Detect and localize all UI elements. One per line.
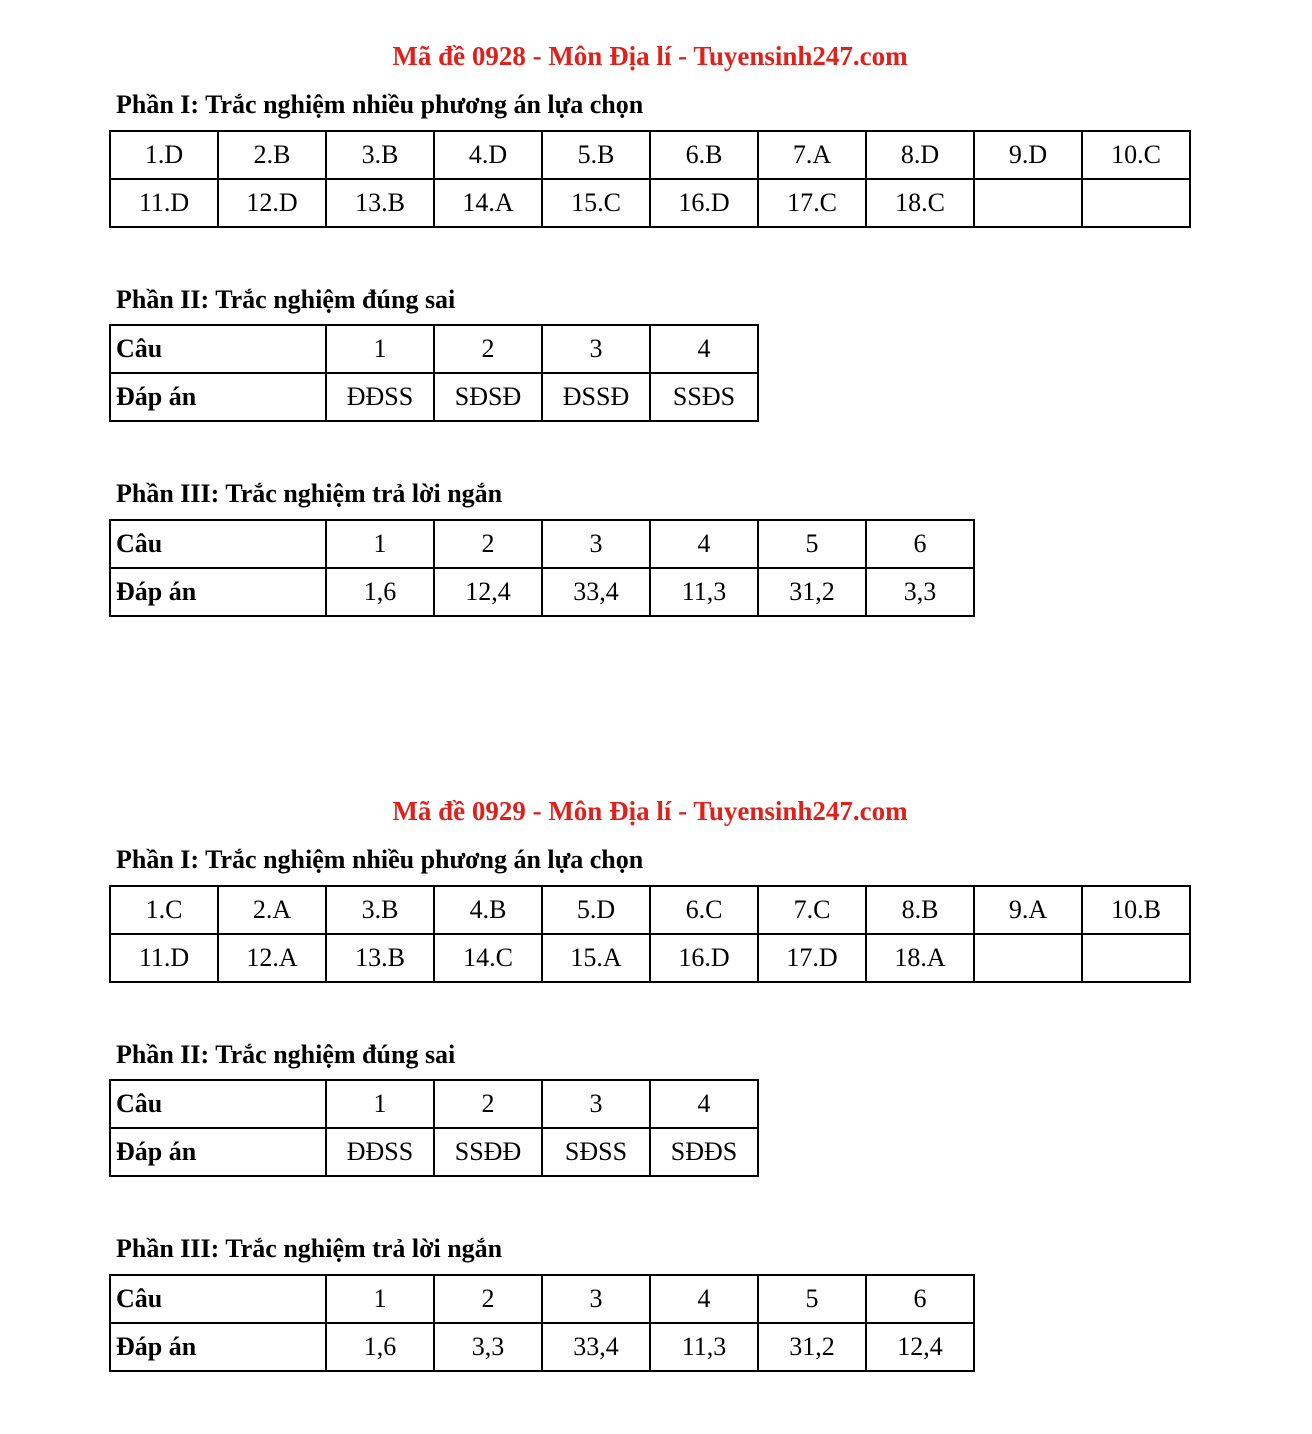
- question-number: 3: [542, 325, 650, 373]
- answer-cell: 8.D: [866, 131, 974, 179]
- exam-title: Mã đề 0928 - Môn Địa lí - Tuyensinh247.com: [392, 41, 908, 71]
- answer-cell: 18.A: [866, 934, 974, 982]
- question-number: 6: [866, 520, 974, 568]
- question-number: 3: [542, 1080, 650, 1128]
- answer-cell: 11.D: [110, 934, 218, 982]
- part2-heading: Phần II: Trắc nghiệm đúng sai: [116, 285, 456, 314]
- answer-cell: [1082, 179, 1190, 227]
- answer-cell: 17.C: [758, 179, 866, 227]
- question-number: 3: [542, 520, 650, 568]
- row-label-answer: Đáp án: [110, 373, 326, 421]
- question-number: 1: [326, 520, 434, 568]
- table-row: [110, 325, 758, 373]
- answer-cell: 1.D: [110, 131, 218, 179]
- answer-cell: 17.D: [758, 934, 866, 982]
- answer-cell: 12.A: [218, 934, 326, 982]
- part2-answer-table: [109, 324, 759, 422]
- part2-heading: Phần II: Trắc nghiệm đúng sai: [116, 1040, 456, 1069]
- answer-cell: ĐĐSS: [326, 373, 434, 421]
- answer-cell: 12,4: [866, 1323, 974, 1371]
- answer-cell: 1.C: [110, 886, 218, 934]
- answer-cell: 12.D: [218, 179, 326, 227]
- question-number: 4: [650, 520, 758, 568]
- answer-cell: 4.D: [434, 131, 542, 179]
- question-number: 2: [434, 520, 542, 568]
- table-row: [110, 886, 1190, 934]
- question-number: 2: [434, 325, 542, 373]
- part3-heading: Phần III: Trắc nghiệm trả lời ngắn: [116, 479, 503, 508]
- answer-cell: [1082, 934, 1190, 982]
- question-number: 4: [650, 325, 758, 373]
- row-label-question: Câu: [110, 1275, 326, 1323]
- question-number: 5: [758, 1275, 866, 1323]
- question-number: 1: [326, 1080, 434, 1128]
- table-row: [110, 520, 974, 568]
- answer-cell: 1,6: [326, 568, 434, 616]
- question-number: 2: [434, 1275, 542, 1323]
- table-row: [110, 179, 1190, 227]
- answer-cell: 9.D: [974, 131, 1082, 179]
- question-number: 5: [758, 520, 866, 568]
- answer-cell: 33,4: [542, 1323, 650, 1371]
- part1-heading: Phần I: Trắc nghiệm nhiều phương án lựa chọn: [116, 845, 644, 874]
- row-label-answer: Đáp án: [110, 1323, 326, 1371]
- question-number: 2: [434, 1080, 542, 1128]
- answer-cell: 6.B: [650, 131, 758, 179]
- answer-cell: 11,3: [650, 568, 758, 616]
- answer-cell: 1,6: [326, 1323, 434, 1371]
- table-row: [110, 1275, 974, 1323]
- answer-cell: 2.A: [218, 886, 326, 934]
- question-number: 1: [326, 1275, 434, 1323]
- row-label-answer: Đáp án: [110, 1128, 326, 1176]
- part3-answer-table: [109, 1274, 975, 1372]
- answer-cell: 16.D: [650, 179, 758, 227]
- answer-cell: 15.C: [542, 179, 650, 227]
- answer-cell: 12,4: [434, 568, 542, 616]
- answer-cell: 9.A: [974, 886, 1082, 934]
- part3-answer-table: [109, 519, 975, 617]
- answer-cell: 15.A: [542, 934, 650, 982]
- question-number: 4: [650, 1080, 758, 1128]
- table-row: [110, 1128, 758, 1176]
- answer-cell: 13.B: [326, 179, 434, 227]
- part1-answer-table: [109, 885, 1191, 983]
- answer-cell: 8.B: [866, 886, 974, 934]
- answer-cell: SĐSS: [542, 1128, 650, 1176]
- answer-cell: 10.C: [1082, 131, 1190, 179]
- answer-cell: 6.C: [650, 886, 758, 934]
- answer-cell: 5.B: [542, 131, 650, 179]
- answer-cell: 3,3: [866, 568, 974, 616]
- answer-cell: 11,3: [650, 1323, 758, 1371]
- answer-cell: SĐĐS: [650, 1128, 758, 1176]
- table-row: [110, 1323, 974, 1371]
- table-row: [110, 373, 758, 421]
- question-number: 3: [542, 1275, 650, 1323]
- answer-cell: 7.C: [758, 886, 866, 934]
- answer-cell: 3,3: [434, 1323, 542, 1371]
- answer-cell: 13.B: [326, 934, 434, 982]
- answer-cell: 33,4: [542, 568, 650, 616]
- answer-cell: 3.B: [326, 886, 434, 934]
- row-label-question: Câu: [110, 520, 326, 568]
- question-number: 4: [650, 1275, 758, 1323]
- answer-cell: 7.A: [758, 131, 866, 179]
- answer-cell: 2.B: [218, 131, 326, 179]
- answer-cell: ĐĐSS: [326, 1128, 434, 1176]
- table-row: [110, 131, 1190, 179]
- table-row: [110, 1080, 758, 1128]
- answer-cell: SĐSĐ: [434, 373, 542, 421]
- table-row: [110, 934, 1190, 982]
- part1-heading: Phần I: Trắc nghiệm nhiều phương án lựa chọn: [116, 90, 644, 119]
- part2-answer-table: [109, 1079, 759, 1177]
- answer-cell: 3.B: [326, 131, 434, 179]
- row-label-answer: Đáp án: [110, 568, 326, 616]
- answer-cell: 14.C: [434, 934, 542, 982]
- answer-cell: 31,2: [758, 568, 866, 616]
- answer-cell: ĐSSĐ: [542, 373, 650, 421]
- answer-cell: 5.D: [542, 886, 650, 934]
- question-number: 6: [866, 1275, 974, 1323]
- answer-cell: [974, 179, 1082, 227]
- row-label-question: Câu: [110, 1080, 326, 1128]
- exam-title: Mã đề 0929 - Môn Địa lí - Tuyensinh247.com: [392, 796, 908, 826]
- answer-cell: [974, 934, 1082, 982]
- table-row: [110, 568, 974, 616]
- answer-cell: 10.B: [1082, 886, 1190, 934]
- answer-cell: 11.D: [110, 179, 218, 227]
- answer-cell: 31,2: [758, 1323, 866, 1371]
- part3-heading: Phần III: Trắc nghiệm trả lời ngắn: [116, 1234, 503, 1263]
- question-number: 1: [326, 325, 434, 373]
- part1-answer-table: [109, 130, 1191, 228]
- answer-cell: 16.D: [650, 934, 758, 982]
- row-label-question: Câu: [110, 325, 326, 373]
- answer-cell: SSĐS: [650, 373, 758, 421]
- answer-cell: 4.B: [434, 886, 542, 934]
- answer-cell: 14.A: [434, 179, 542, 227]
- answer-cell: SSĐĐ: [434, 1128, 542, 1176]
- answer-cell: 18.C: [866, 179, 974, 227]
